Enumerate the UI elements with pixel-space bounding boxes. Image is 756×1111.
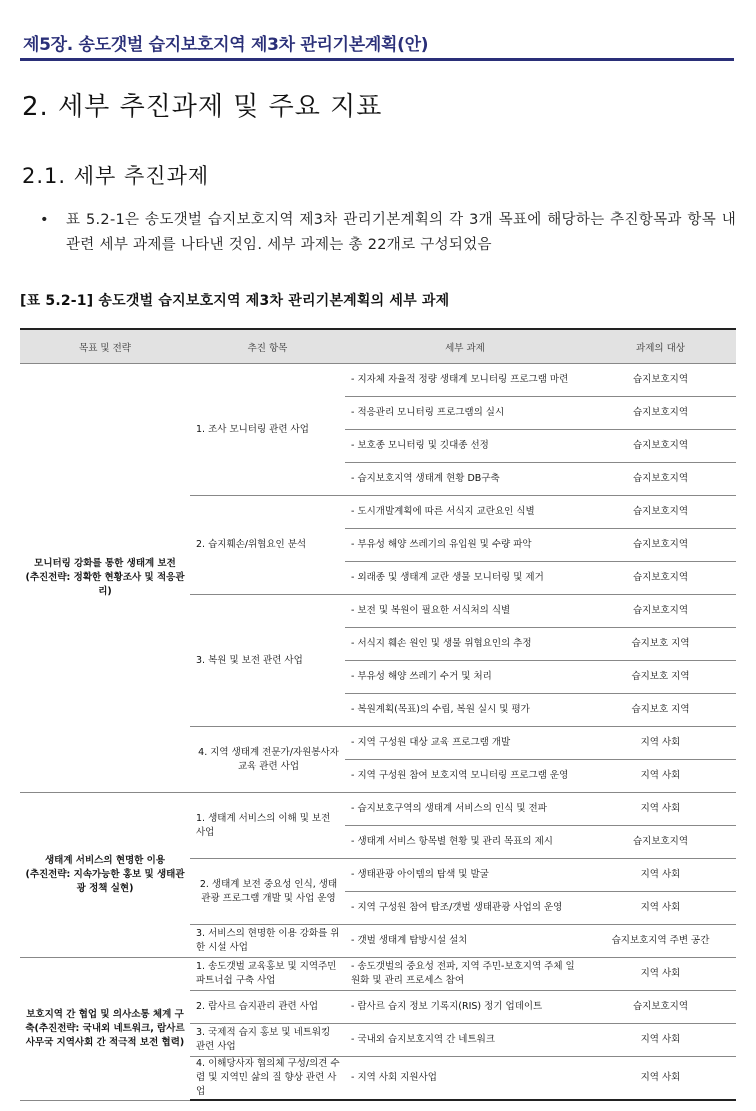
target-cell: 습지보호 지역 [585,628,736,661]
target-cell: 습지보호지역 [585,496,736,529]
task-cell: - 생태관광 아이템의 탐색 및 발굴 [345,859,585,892]
goal-title: 생태계 서비스의 현명한 이용 [44,855,166,866]
table-body [20,364,736,1101]
task-cell: - 지자체 자율적 정량 생태계 모니터링 프로그램 마련 [345,364,585,397]
tasks-table [20,328,736,1101]
item-cell: 1. 송도갯벌 교육홍보 및 지역주민 파트너쉽 구축 사업 [190,958,345,991]
goal-strategy: (추진전략: 정확한 현황조사 및 적응관리) [25,572,185,597]
item-cell: 3. 국제적 습지 홍보 및 네트워킹 관련 사업 [190,1024,345,1057]
task-cell: - 복원계획(목표)의 수립, 복원 실시 및 평가 [345,694,585,727]
target-cell: 습지보호지역 [585,562,736,595]
table-header-row [20,329,736,364]
task-cell: - 람사르 습지 정보 기록지(RIS) 정기 업데이트 [345,991,585,1024]
item-cell: 2. 습지훼손/위협요인 분석 [190,496,345,595]
goal-strategy: (추진전략: 지속가능한 홍보 및 생태관광 정책 실현) [25,869,185,894]
item-cell: 1. 조사 모니터링 관련 사업 [190,364,345,496]
chapter-header [20,30,734,61]
task-cell: - 보전 및 복원이 필요한 서식처의 식별 [345,595,585,628]
bullet-text: 표 5.2-1은 송도갯벌 습지보호지역 제3차 관리기본계획의 각 3개 목표에 해당하는 추진항목과 항목 내 관련 세부 과제를 나타낸 것임. 세부 과제는 총 22개로 구성되었음 [66,212,736,253]
item-cell: 1. 생태계 서비스의 이해 및 보전 사업 [190,793,345,859]
item-cell: 2. 생태계 보전 중요성 인식, 생태관광 프로그램 개발 및 사업 운영 [190,859,345,925]
table-row [20,958,736,991]
task-cell: - 습지보호지역 생태계 현황 DB구축 [345,463,585,496]
table-row [20,364,736,397]
target-cell: 습지보호지역 [585,364,736,397]
header-target: 과제의 대상 [585,329,736,364]
target-cell: 지역 사회 [585,1024,736,1057]
target-cell: 습지보호 지역 [585,661,736,694]
header-task: 세부 과제 [345,329,585,364]
task-cell: - 습지보호구역의 생태계 서비스의 인식 및 전파 [345,793,585,826]
target-cell: 지역 사회 [585,760,736,793]
task-cell: - 생태계 서비스 항목별 현황 및 관리 목표의 제시 [345,826,585,859]
task-cell: - 보호종 모니터링 및 깃대종 선정 [345,430,585,463]
chapter-title: 제5장. 송도갯벌 습지보호지역 제3차 관리기본계획(안) [23,35,429,55]
target-cell: 지역 사회 [585,859,736,892]
task-cell: - 외래종 및 생태계 교란 생물 모니터링 및 제거 [345,562,585,595]
subsection-title: 2.1. 세부 추진과제 [22,164,210,188]
task-cell: - 부유성 해양 쓰레기 수거 및 처리 [345,661,585,694]
bullet-paragraph [40,208,736,258]
task-cell: - 송도갯벌의 중요성 전파, 지역 주민-보호지역 주체 일원화 및 관리 프로세스 참여 [345,958,585,991]
table-row [20,793,736,826]
task-cell: - 서식지 훼손 원인 및 생물 위협요인의 추정 [345,628,585,661]
task-cell: - 지역 구성원 대상 교육 프로그램 개발 [345,727,585,760]
goal-cell [20,793,190,958]
target-cell: 습지보호지역 [585,595,736,628]
item-cell: 3. 서비스의 현명한 이용 강화를 위한 시설 사업 [190,925,345,958]
header-item: 추진 항목 [190,329,345,364]
target-cell: 습지보호지역 [585,463,736,496]
goal-cell [20,958,190,1101]
target-cell: 지역 사회 [585,727,736,760]
target-cell: 습지보호지역 [585,397,736,430]
target-cell: 습지보호지역 [585,529,736,562]
task-cell: - 국내외 습지보호지역 간 네트워크 [345,1024,585,1057]
bullet-dot: • [40,212,49,228]
task-cell: - 지역 구성원 참여 탐조/갯벌 생태관광 사업의 운영 [345,892,585,925]
goal-title: 보호지역 간 협업 및 의사소통 체계 구축(추진전략: 국내외 네트워크, 람사르 사무국 지역사회 간 적극적 보전 협력) [25,1008,185,1048]
table-caption: [표 5.2-1] 송도갯벌 습지보호지역 제3차 관리기본계획의 세부 과제 [20,293,450,309]
section-title: 2. 세부 추진과제 및 주요 지표 [22,92,383,122]
item-cell: 2. 람사르 습지관리 관련 사업 [190,991,345,1024]
target-cell: 습지보호지역 주변 공간 [585,925,736,958]
target-cell: 지역 사회 [585,958,736,991]
item-cell: 4. 이해당사자 협의체 구성/의견 수렴 및 지역민 삶의 질 향상 관련 사업 [190,1057,345,1101]
target-cell: 지역 사회 [585,1057,736,1101]
task-cell: - 적응관리 모니터링 프로그램의 실시 [345,397,585,430]
target-cell: 습지보호지역 [585,430,736,463]
target-cell: 습지보호지역 [585,991,736,1024]
goal-title: 모니터링 강화를 통한 생태계 보전 [34,558,176,569]
task-cell: - 지역 구성원 참여 보호지역 모니터링 프로그램 운영 [345,760,585,793]
target-cell: 습지보호 지역 [585,694,736,727]
item-cell: 4. 지역 생태계 전문가/자원봉사자 교육 관련 사업 [190,727,345,793]
goal-cell [20,364,190,793]
target-cell: 습지보호지역 [585,826,736,859]
item-cell: 3. 복원 및 보전 관련 사업 [190,595,345,727]
target-cell: 지역 사회 [585,793,736,826]
task-cell: - 지역 사회 지원사업 [345,1057,585,1101]
task-cell: - 부유성 해양 쓰레기의 유입원 및 수량 파악 [345,529,585,562]
task-cell: - 갯벌 생태계 탐방시설 설치 [345,925,585,958]
target-cell: 지역 사회 [585,892,736,925]
header-rule [20,58,734,61]
task-cell: - 도시개발계획에 따른 서식지 교란요인 식별 [345,496,585,529]
header-goal: 목표 및 전략 [20,329,190,364]
